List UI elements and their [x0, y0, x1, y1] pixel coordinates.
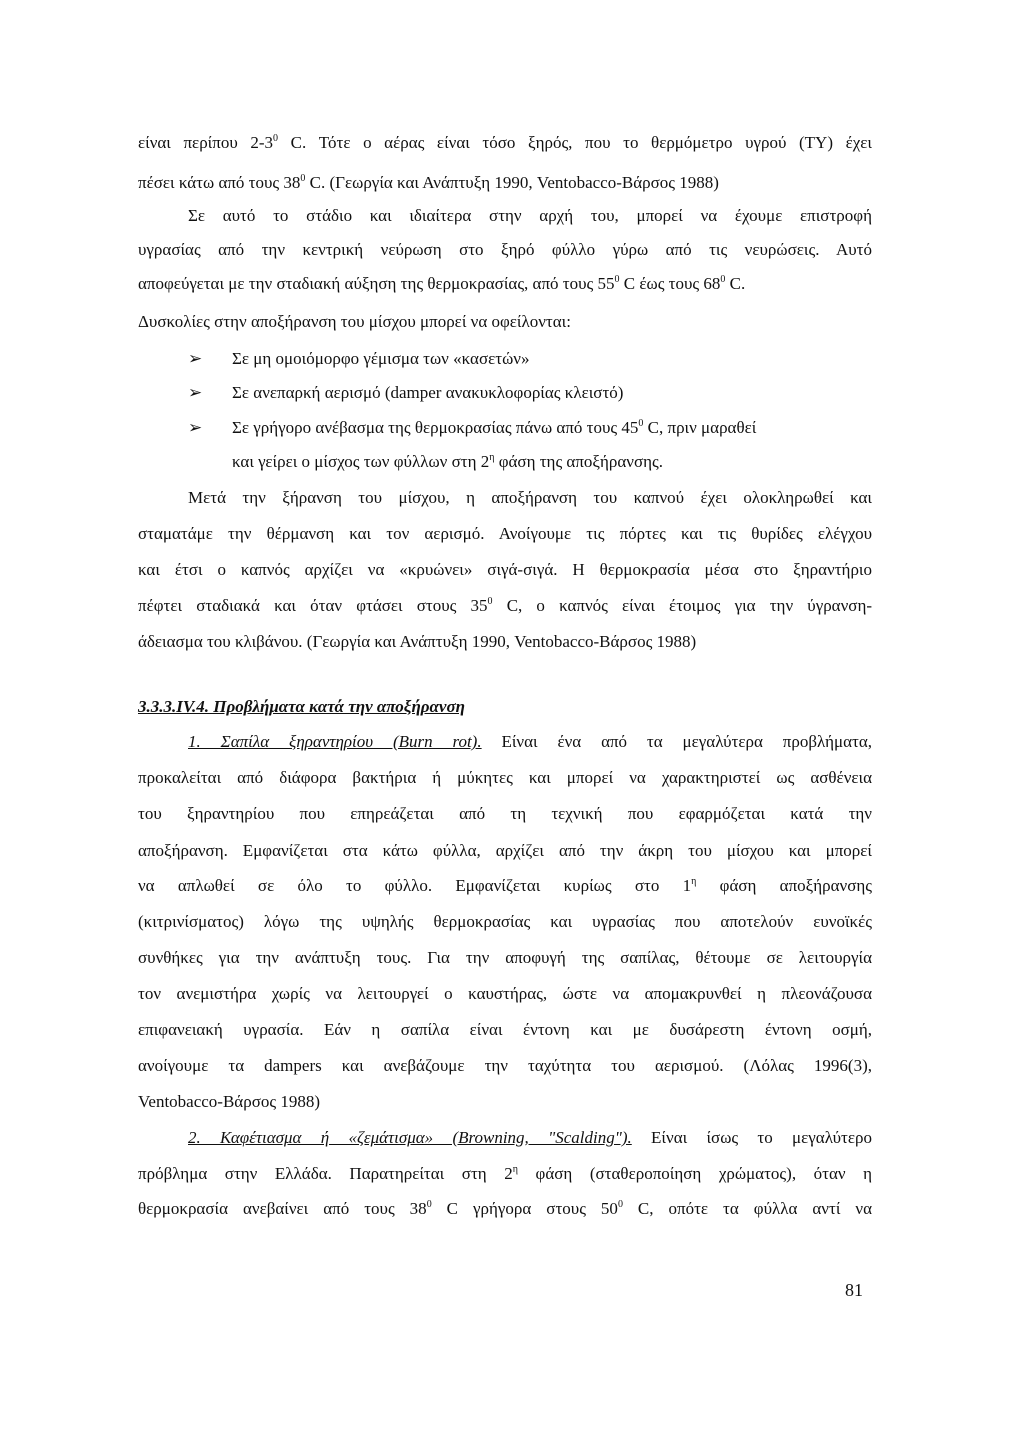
subsection-1-line-7: συνθήκες για την ανάπτυξη τους. Για την αποφυγή της σαπίλας, θέτουμε σε λειτουργία	[138, 948, 872, 967]
subsection-1-line-1: 1. Σαπίλα ξηραντηρίου (Burn rot). Είναι ένα από τα μεγαλύτερα προβλήματα,	[188, 732, 872, 751]
bullet-arrow-icon: ➢	[188, 383, 203, 402]
paragraph-2-line-2: υγρασίας από την κεντρική νεύρωση στο ξηρό φύλλο γύρω από τις νευρώσεις. Αυτό	[138, 240, 872, 259]
paragraph-3-line-1: Μετά την ξήρανση του μίσχου, η αποξήρανση του καπνού έχει ολοκληρωθεί και	[188, 488, 872, 507]
paragraph-3-line-5: άδειασμα του κλιβάνου. (Γεωργία και Ανάπτυξη 1990, Ventobacco-Βάρσος 1988)	[138, 632, 697, 651]
subsection-1-line-10: ανοίγουμε τα dampers και ανεβάζουμε την ταχύτητα του αερισμού. (Λόλας 1996(3),	[138, 1056, 872, 1075]
subsection-2-line-3: θερμοκρασία ανεβαίνει από τους $38^0$ C γρήγορα στους $50^0$ C, οπότε τα φύλλα αντί να	[138, 1199, 872, 1218]
subsection-1-title: 1. Σαπίλα ξηραντηρίου (Burn rot).	[188, 732, 482, 751]
paragraph-3-line-2: σταματάμε την θέρμανση και τον αερισμό. Ανοίγουμε τις πόρτες και τις θυρίδες ελέγχου	[138, 524, 872, 543]
section-heading: 3.3.3.IV.4. Προβλήματα κατά την αποξήρανση	[138, 697, 465, 716]
page-number: 81	[845, 1280, 863, 1300]
bullet-item-3-continuation: και γείρει ο μίσχος των φύλλων στη $2^\eta$ φάση της αποξήρανσης.	[232, 452, 664, 471]
paragraph-1-line-1: είναι περίπου $2-3^0$ C. Τότε ο αέρας είναι τόσο ξηρός, που το θερμόμετρο υγρού (ΤΥ) έχει	[138, 133, 872, 152]
paragraph-1-line-2: πέσει κάτω από τους $38^0$ C. (Γεωργία και Ανάπτυξη 1990, Ventobacco-Βάρσος 1988)	[138, 173, 719, 192]
paragraph-2-line-3: αποφεύγεται με την σταδιακή αύξηση της θερμοκρασίας, από τους $55^0$ C έως τους $68^0$ C.	[138, 274, 746, 293]
subsection-1-line-8: τον ανεμιστήρα χωρίς να λειτουργεί ο καυστήρας, ώστε να απομακρυνθεί η πλεονάζουσα	[138, 984, 872, 1003]
subsection-1-line-3: του ξηραντηρίου που επηρεάζεται από τη τεχνική που εφαρμόζεται κατά την	[138, 804, 872, 823]
bullet-item-1: ➢ Σε μη ομοιόμορφο γέμισμα των «κασετών»	[188, 349, 530, 368]
subsection-1-line-5: να απλωθεί σε όλο το φύλλο. Εμφανίζεται κυρίως στο $1^\eta$ φάση αποξήρανσης	[138, 876, 873, 895]
bullet-item-2: ➢ Σε ανεπαρκή αερισμό (damper ανακυκλοφορίας κλειστό)	[188, 383, 624, 402]
subsection-2-line-2: πρόβλημα στην Ελλάδα. Παρατηρείται στη $2^\eta$ φάση (σταθεροποίηση χρώματος), όταν η	[138, 1164, 872, 1183]
subsection-2-title: 2. Καφέτιασμα ή «ζεμάτισμα» (Browning, "Scalding").	[188, 1128, 632, 1147]
paragraph-2-line-4: Δυσκολίες στην αποξήρανση του μίσχου μπορεί να οφείλονται:	[138, 312, 571, 331]
paragraph-3-line-4: πέφτει σταδιακά και όταν φτάσει στους $35^0$ C, ο καπνός είναι έτοιμος για την ύγρανση-	[138, 596, 872, 615]
subsection-2-line-1: 2. Καφέτιασμα ή «ζεμάτισμα» (Browning, "Scalding"). Είναι ίσως το μεγαλύτερο	[188, 1128, 872, 1147]
bullet-arrow-icon: ➢	[188, 418, 203, 437]
subsection-1-line-4: αποξήρανση. Εμφανίζεται στα κάτω φύλλα, αρχίζει από την άκρη του μίσχου και μπορεί	[138, 841, 872, 860]
bullet-item-3: ➢ Σε γρήγορο ανέβασμα της θερμοκρασίας πάνω από τους $45^0$ C, πριν μαραθεί	[188, 418, 757, 437]
subsection-1-line-9: επιφανειακή υγρασία. Εάν η σαπίλα είναι έντονη και με δυσάρεστη έντονη οσμή,	[138, 1020, 872, 1039]
bullet-arrow-icon: ➢	[188, 349, 203, 368]
paragraph-3-line-3: και έτσι ο καπνός αρχίζει να «κρυώνει» σιγά-σιγά. Η θερμοκρασία μέσα στο ξηραντήριο	[138, 560, 872, 579]
subsection-1-line-6: (κιτρινίσματος) λόγω της υψηλής θερμοκρασίας και υγρασίας που αποτελούν ευνοϊκές	[138, 912, 872, 931]
paragraph-2-line-1: Σε αυτό το στάδιο και ιδιαίτερα στην αρχή του, μπορεί να έχουμε επιστροφή	[188, 206, 872, 225]
subsection-1-line-11: Ventobacco-Βάρσος 1988)	[138, 1092, 320, 1111]
subsection-1-line-2: προκαλείται από διάφορα βακτήρια ή μύκητες και μπορεί να χαρακτηριστεί ως ασθένεια	[138, 768, 872, 787]
